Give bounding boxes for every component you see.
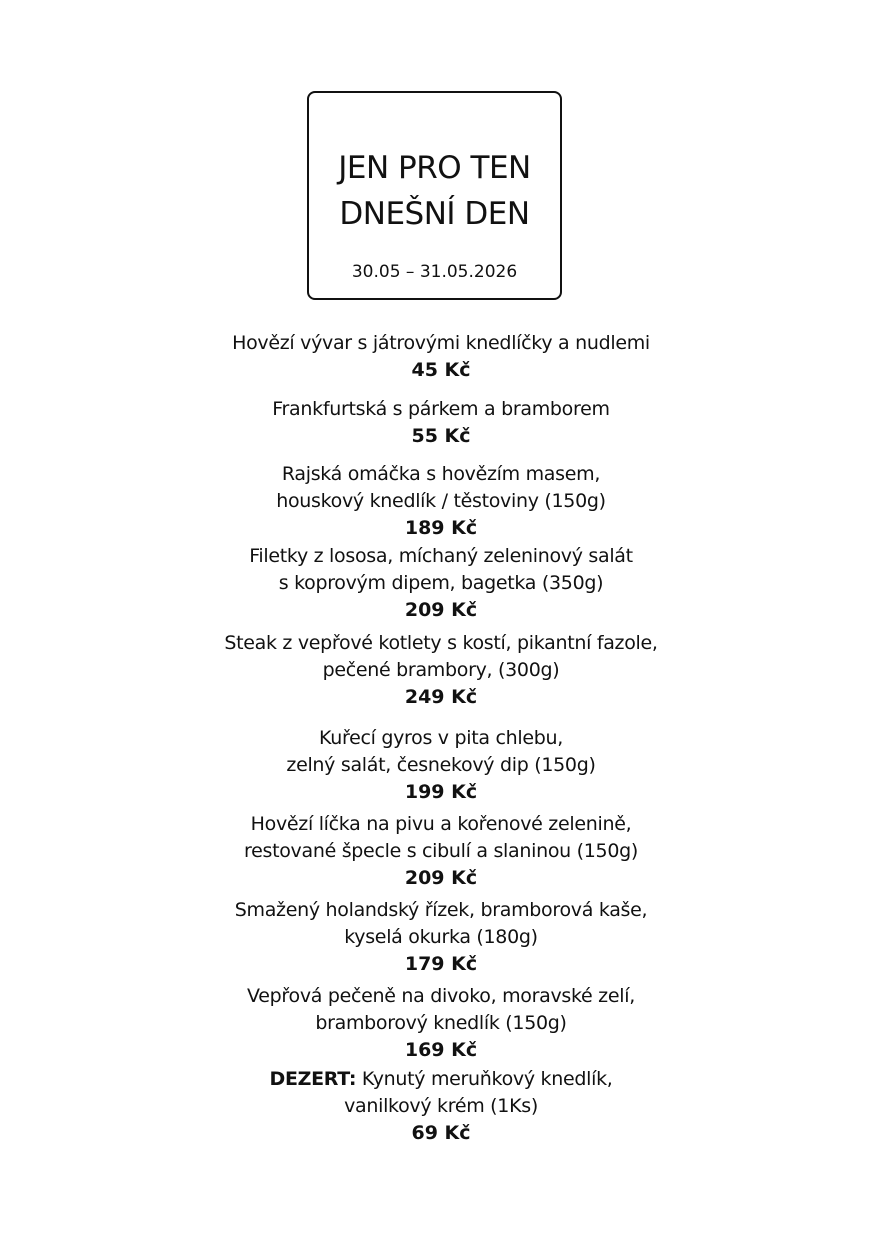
- menu-item: [0, 897, 882, 978]
- title-line-2: DNEŠNÍ DEN: [339, 196, 530, 232]
- item-price: 169 Kč: [404, 1039, 478, 1061]
- item-description: Frankfurtská s párkem a bramborem: [272, 398, 610, 420]
- menu-item: [0, 811, 882, 892]
- dessert-line-2: vanilkový krém (1Ks): [344, 1095, 538, 1117]
- title-line-1: JEN PRO TEN: [338, 150, 531, 186]
- menu-item: [0, 543, 882, 624]
- item-price: 189 Kč: [404, 517, 478, 539]
- page-title: [309, 145, 560, 237]
- menu-item: [0, 396, 882, 450]
- item-description: Kuřecí gyros v pita chlebu,: [319, 727, 563, 749]
- item-description: Vepřová pečeně na divoko, moravské zelí,: [247, 985, 635, 1007]
- item-description: houskový knedlík / těstoviny (150g): [276, 490, 606, 512]
- dessert-label: DEZERT:: [269, 1068, 357, 1090]
- dessert-item: [0, 1066, 882, 1147]
- item-description: Hovězí líčka na pivu a kořenové zelenině,: [250, 813, 632, 835]
- item-description: kyselá okurka (180g): [344, 926, 538, 948]
- item-description: [0, 1066, 882, 1093]
- item-price: 69 Kč: [411, 1122, 471, 1144]
- header-box: [307, 91, 562, 300]
- menu-item: [0, 983, 882, 1064]
- item-description: restované špecle s cibulí a slaninou (150g): [243, 840, 638, 862]
- item-description: pečené brambory, (300g): [322, 659, 560, 681]
- item-price: 249 Kč: [404, 686, 478, 708]
- item-description: Filetky z lososa, míchaný zeleninový salát: [249, 545, 633, 567]
- item-description: Steak z vepřové kotlety s kostí, pikantní fazole,: [224, 632, 658, 654]
- menu-item: [0, 725, 882, 806]
- item-price: 199 Kč: [404, 781, 478, 803]
- item-price: 45 Kč: [411, 359, 471, 381]
- item-price: 179 Kč: [404, 953, 478, 975]
- item-description: Rajská omáčka s hovězím masem,: [281, 463, 601, 485]
- date-range: 30.05 – 31.05.2026: [351, 262, 518, 282]
- item-description: bramborový knedlík (150g): [315, 1012, 567, 1034]
- menu-item: [0, 630, 882, 711]
- menu-item: [0, 461, 882, 542]
- item-price: 55 Kč: [411, 425, 471, 447]
- item-description: zelný salát, česnekový dip (150g): [286, 754, 596, 776]
- item-description: Smažený holandský řízek, bramborová kaše,: [234, 899, 648, 921]
- item-price: 209 Kč: [404, 599, 478, 621]
- item-price: 209 Kč: [404, 867, 478, 889]
- item-description: Hovězí vývar s játrovými knedlíčky a nudlemi: [232, 332, 650, 354]
- menu-item: [0, 330, 882, 384]
- item-description: s koprovým dipem, bagetka (350g): [278, 572, 604, 594]
- dessert-line-1: Kynutý meruňkový knedlík,: [356, 1068, 613, 1090]
